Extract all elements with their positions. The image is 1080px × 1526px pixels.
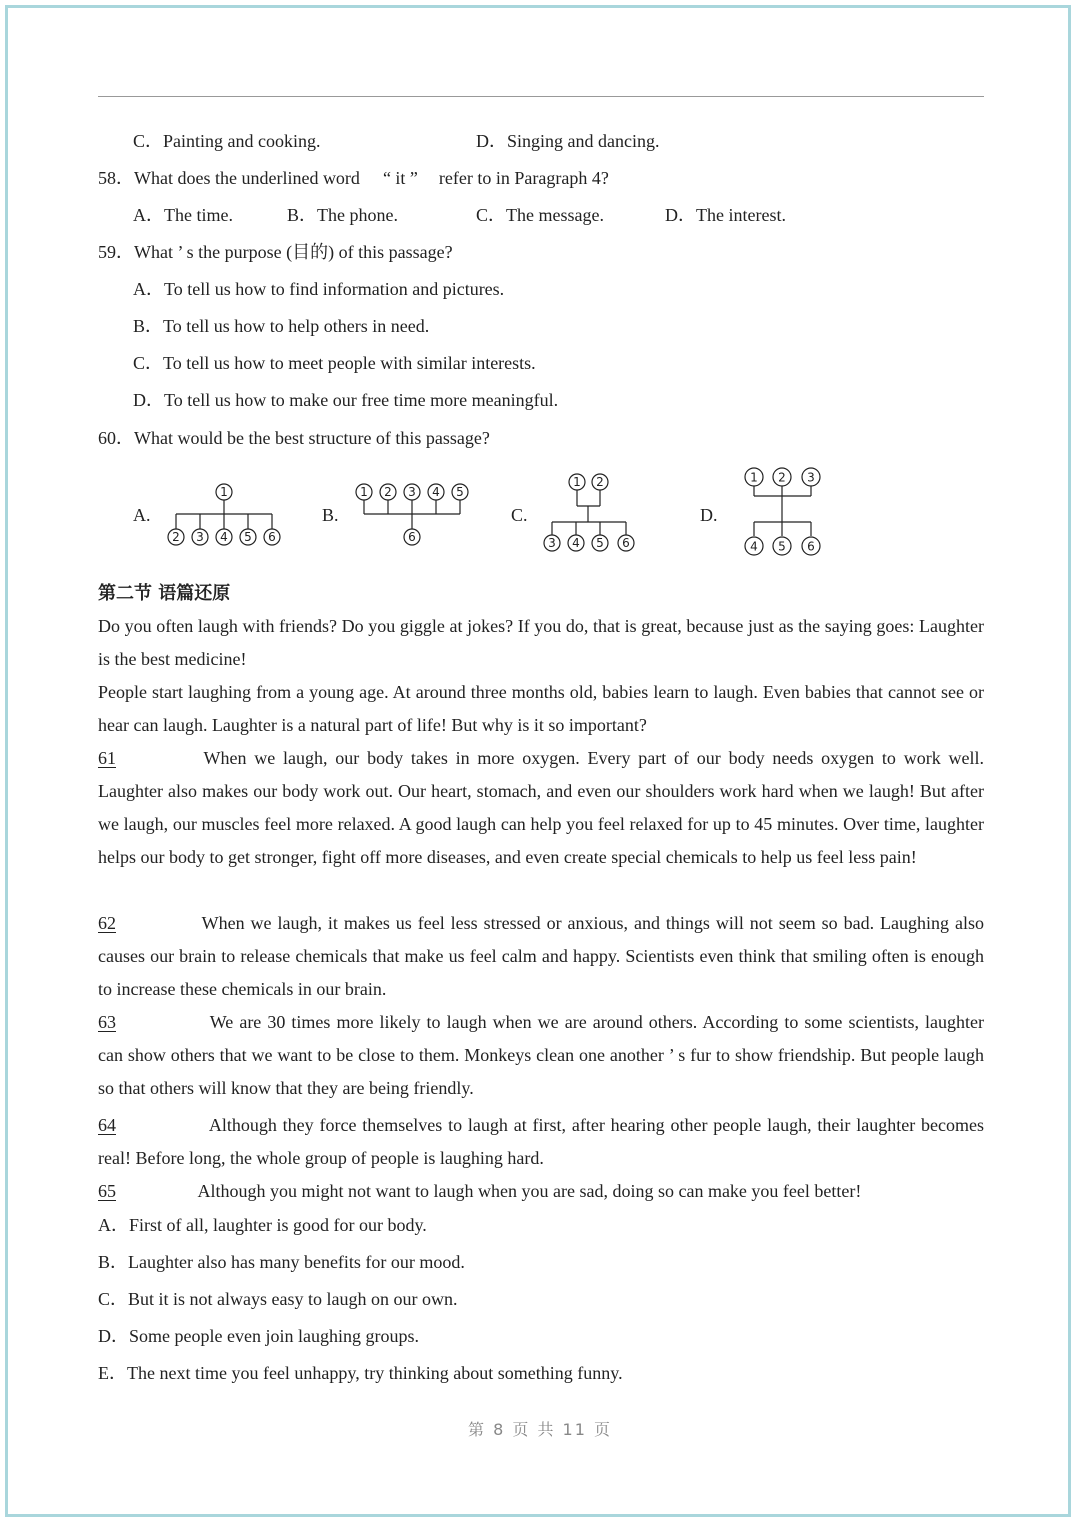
q60-label-d: D. xyxy=(700,505,718,525)
passage-paragraph-64 xyxy=(98,1109,984,1175)
blank-61[interactable]: 61 xyxy=(98,748,116,768)
structure-diagram-d xyxy=(740,462,830,565)
q59-option-a: A．To tell us how to find information and pictures. xyxy=(133,279,505,299)
svg-text:4: 4 xyxy=(432,485,440,499)
passage-paragraph-63 xyxy=(98,1006,984,1105)
svg-text:4: 4 xyxy=(220,530,228,544)
header-rule xyxy=(98,96,984,97)
svg-text:1: 1 xyxy=(220,485,228,499)
svg-text:3: 3 xyxy=(408,485,416,499)
svg-text:6: 6 xyxy=(408,530,416,544)
svg-text:5: 5 xyxy=(244,530,252,544)
svg-text:2: 2 xyxy=(596,475,604,489)
svg-text:2: 2 xyxy=(384,485,392,499)
q59-option-d: D．To tell us how to make our free time more meaningful. xyxy=(133,390,559,410)
blank-64[interactable]: 64 xyxy=(98,1115,116,1135)
svg-text:6: 6 xyxy=(622,536,630,550)
q58-option-d: D．The interest. xyxy=(665,205,786,225)
q58-option-a: A．The time. xyxy=(133,205,233,225)
svg-text:4: 4 xyxy=(750,539,758,554)
structure-diagram-a xyxy=(160,478,290,555)
paragraph-62-text: When we laugh, it makes us feel less stressed or anxious, and things will not seem so bad. Laughing also causes our brain to release chemicals that make us feel calm and happy. Scientists even think that smiling often is enough to increase these chemicals in our brain. xyxy=(98,913,984,999)
passage-paragraph-65 xyxy=(98,1175,984,1208)
svg-text:1: 1 xyxy=(360,485,368,499)
q59-option-c: C．To tell us how to meet people with similar interests. xyxy=(133,353,536,373)
option-d: D．Some people even join laughing groups. xyxy=(98,1326,419,1346)
q58-stem-part1: 58．What does the underlined word xyxy=(98,168,360,188)
option-b: B．Laughter also has many benefits for our mood. xyxy=(98,1252,465,1272)
section-title: 第二节 语篇还原 xyxy=(98,583,231,604)
svg-text:5: 5 xyxy=(596,536,604,550)
svg-text:5: 5 xyxy=(456,485,464,499)
svg-text:5: 5 xyxy=(778,539,786,554)
svg-text:3: 3 xyxy=(548,536,556,550)
option-e: E．The next time you feel unhappy, try thinking about something funny. xyxy=(98,1363,623,1383)
q58-option-c: C．The message. xyxy=(476,205,604,225)
svg-text:3: 3 xyxy=(196,530,204,544)
q59-option-b: B．To tell us how to help others in need. xyxy=(133,316,430,336)
q57-option-d: D．Singing and dancing. xyxy=(476,131,660,151)
structure-diagram-b xyxy=(352,478,474,555)
svg-text:6: 6 xyxy=(807,539,815,554)
svg-text:2: 2 xyxy=(778,470,786,485)
passage-paragraph-1: Do you often laugh with friends? Do you giggle at jokes? If you do, that is great, because just as the saying goes: Laughter is the best medicine! xyxy=(98,616,984,669)
q58-stem-part2: refer to in Paragraph 4? xyxy=(438,168,609,188)
q60-stem: 60．What would be the best structure of this passage? xyxy=(98,428,490,448)
structure-diagram-c xyxy=(540,468,640,563)
svg-text:3: 3 xyxy=(807,470,815,485)
q60-label-c: C. xyxy=(511,505,528,525)
page-footer: 第 8 页 共 11 页 xyxy=(468,1420,612,1439)
svg-text:2: 2 xyxy=(172,530,180,544)
q58-stem-word: “ it ” xyxy=(382,168,418,188)
passage-paragraph-62 xyxy=(98,907,984,1006)
paragraph-63-text: We are 30 times more likely to laugh when we are around others. According to some scientists, laughter can show others that we want to be close to them. Monkeys clean one another ’ s fur to show friendship. But people laugh so that others will know that they are being friendly. xyxy=(98,1012,984,1098)
option-c: C．But it is not always easy to laugh on our own. xyxy=(98,1289,458,1309)
q57-option-c: C．Painting and cooking. xyxy=(133,131,321,151)
q58-option-b: B．The phone. xyxy=(287,205,398,225)
passage-paragraph-61 xyxy=(98,742,984,874)
svg-text:4: 4 xyxy=(572,536,580,550)
svg-text:1: 1 xyxy=(750,470,758,485)
paragraph-64-text: Although they force themselves to laugh at first, after hearing other people laugh, their laughter becomes real! Before long, the whole group of people is laughing hard. xyxy=(98,1115,984,1168)
blank-62[interactable]: 62 xyxy=(98,913,116,933)
paragraph-61-text: When we laugh, our body takes in more oxygen. Every part of our body needs oxygen to work well. Laughter also makes our body work out. Our heart, stomach, and even our shoulders work hard when we laugh! But after we laugh, our muscles feel more relaxed. A good laugh can help you feel relaxed for up to 45 minutes. Over time, laughter helps our body to get stronger, fight off more diseases, and even create special chemicals to help us feel less pain! xyxy=(98,748,984,867)
q58-stem xyxy=(98,167,609,189)
passage-paragraph-2: People start laughing from a young age. At around three months old, babies learn to laugh. Even babies that cannot see or hear can laugh. Laughter is a natural part of life! But why is it so important? xyxy=(98,682,984,735)
option-a: A．First of all, laughter is good for our body. xyxy=(98,1215,427,1235)
q60-label-b: B. xyxy=(322,505,339,525)
q60-label-a: A. xyxy=(133,505,151,525)
blank-63[interactable]: 63 xyxy=(98,1012,116,1032)
blank-65[interactable]: 65 xyxy=(98,1181,116,1201)
q59-stem: 59．What ’ s the purpose (目的) of this passage? xyxy=(98,242,453,262)
svg-text:1: 1 xyxy=(573,475,581,489)
svg-text:6: 6 xyxy=(268,530,276,544)
paragraph-65-text: Although you might not want to laugh when you are sad, doing so can make you feel better! xyxy=(197,1181,862,1201)
